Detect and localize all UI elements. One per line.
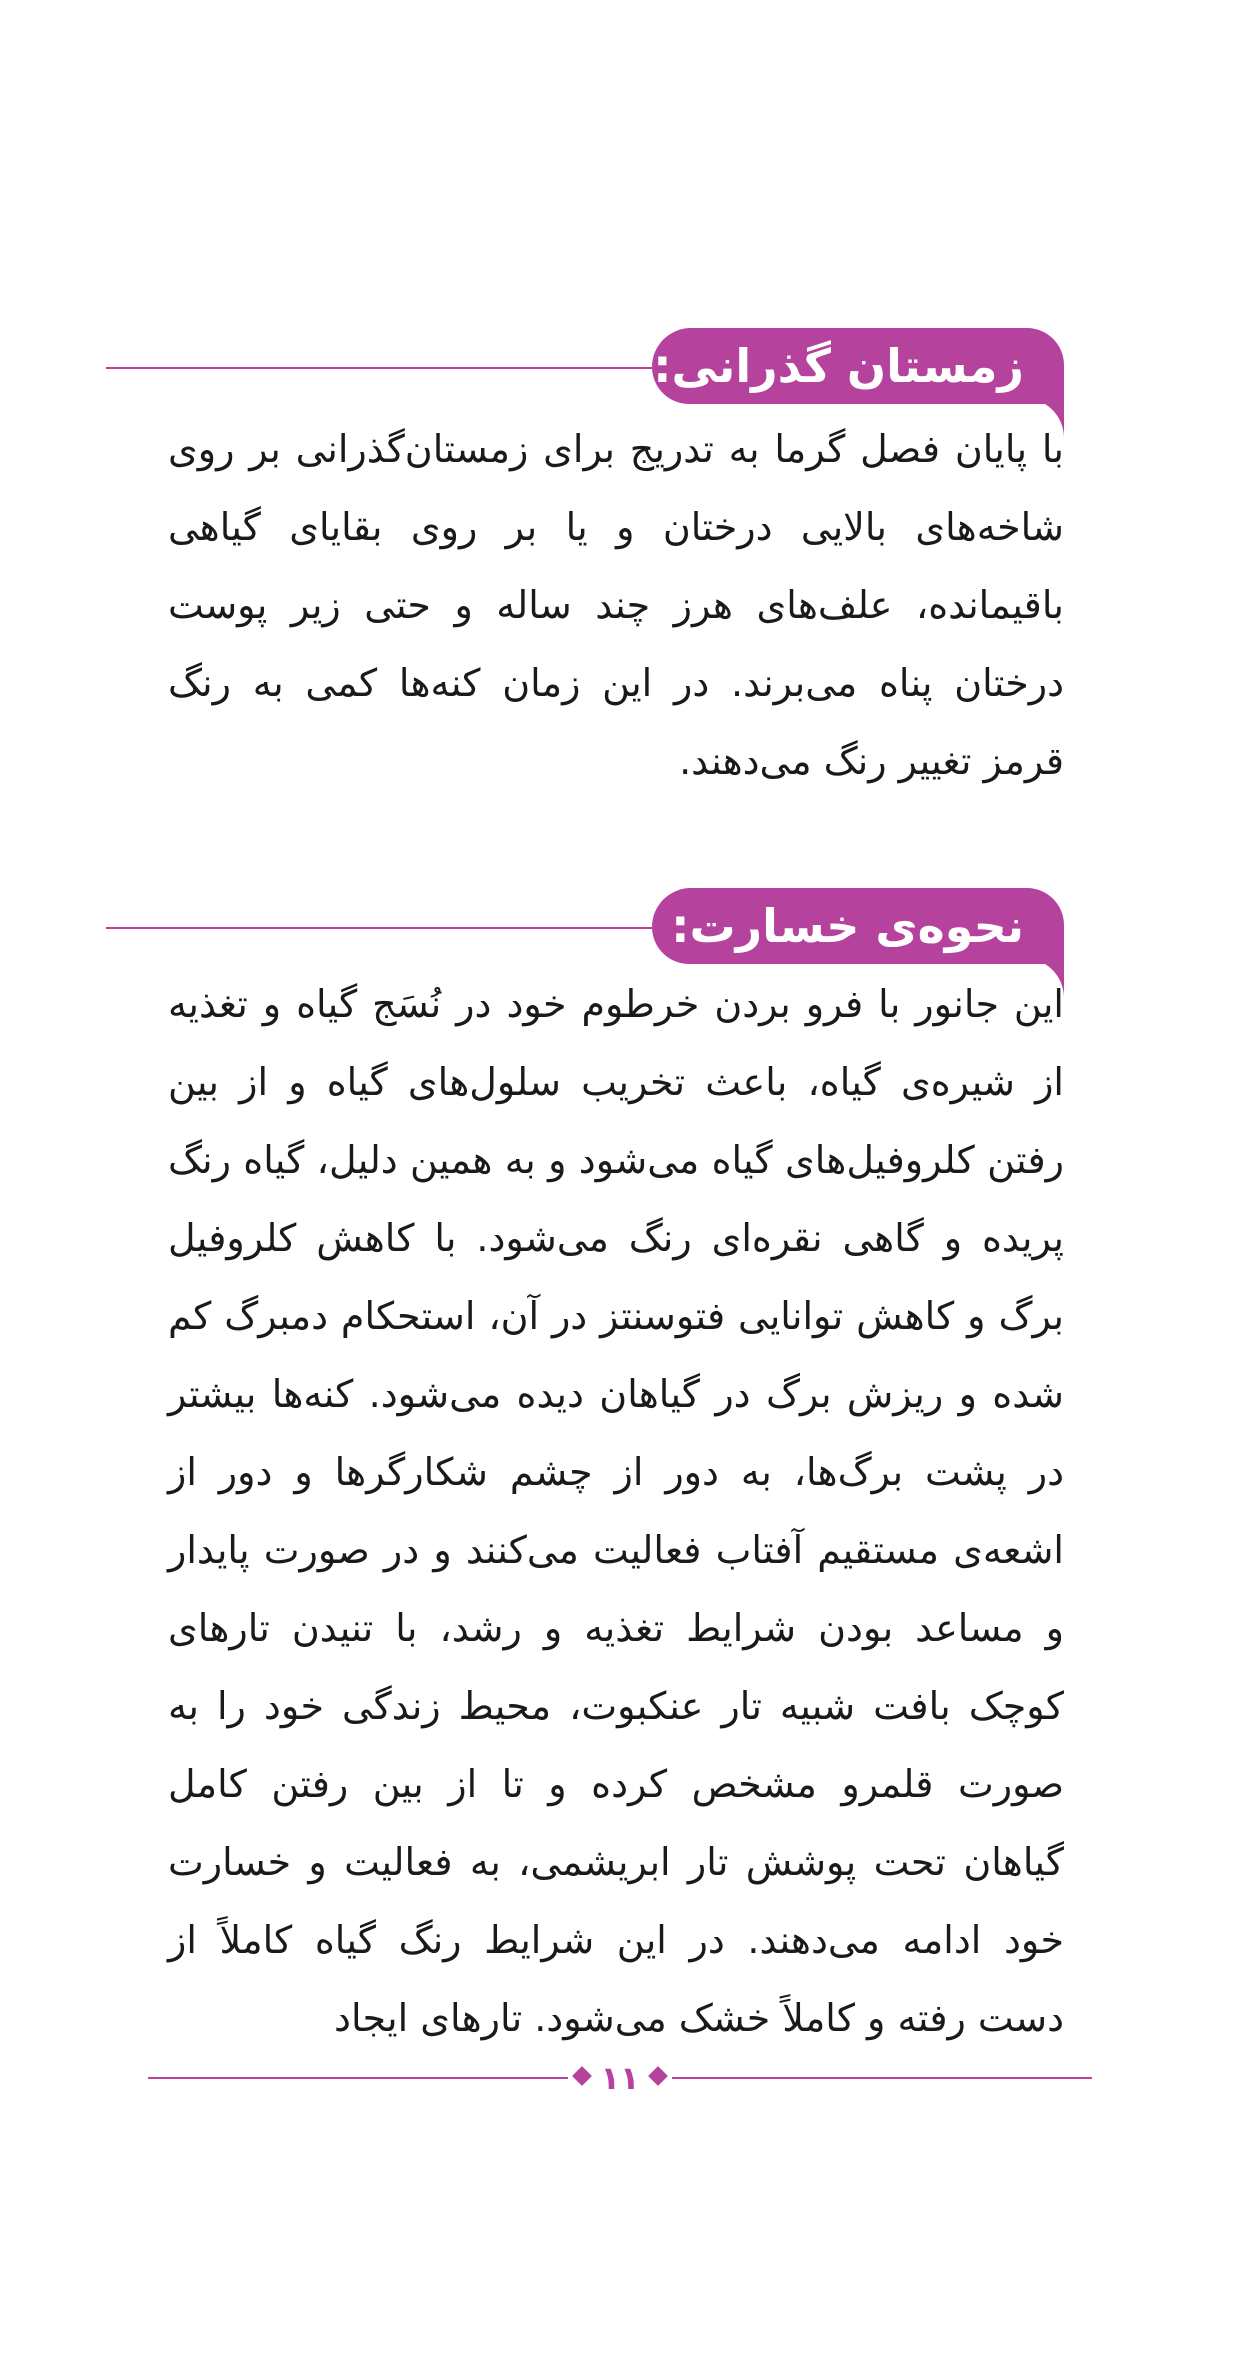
section-title: نحوه‌ی خسارت:	[671, 899, 1024, 953]
footer-rule-right	[672, 2077, 1092, 2079]
heading-pill	[652, 888, 1064, 964]
section-title: زمستان گذرانی:	[653, 339, 1024, 393]
section-heading-damage	[0, 888, 1240, 968]
page-footer	[148, 2058, 1092, 2098]
heading-rule	[106, 367, 666, 369]
diamond-icon	[572, 2066, 592, 2086]
section-heading-overwintering	[0, 328, 1240, 408]
section-body-damage: این جانور با فرو بردن خرطوم خود در نُسَج گیاه و تغذیه از شیره‌ی گیاه، باعث تخریب سلول‌های گیاه و از بین رفتن کلروفیل‌های گیاه می‌شود و به همین دلیل، گیاه رنگ پریده و گاهی نقره‌ای رنگ می‌شود. با کاهش کلروفیل برگ و کاهش توانایی فتوسنتز در آن، استحکام دمبرگ کم شده و ریزش برگ در گیاهان دیده می‌شود. کنه‌ها بیشتر در پشت برگ‌ها، به دور از چشم شکارگرها و دور از اشعه‌ی مستقیم آفتاب فعالیت می‌کنند و در صورت پایدار و مساعد بودن شرایط تغذیه و رشد، با تنیدن تارهای کوچک بافت شبیه تار عنکبوت، محیط زندگی خود را به صورت قلمرو مشخص کرده و تا از بین رفتن کامل گیاهان تحت پوشش تار ابریشمی، به فعالیت و خسارت خود ادامه می‌دهند. در این شرایط رنگ گیاه کاملاً از دست رفته و کاملاً خشک می‌شود. تارهای ایجاد	[168, 982, 1064, 2040]
section-body-overwintering: با پایان فصل گرما به تدریج برای زمستان‌گذرانی بر روی شاخه‌های بالایی درختان و یا بر روی بقایای گیاهی باقیمانده، علف‌های هرز چند ساله و حتی زیر پوست درختان پناه می‌برند. در این زمان کنه‌ها کمی به رنگ قرمز تغییر رنگ می‌دهند.	[168, 427, 1064, 783]
footer-rule-left	[148, 2077, 568, 2079]
diamond-icon	[648, 2066, 668, 2086]
heading-rule	[106, 927, 666, 929]
page-number: ۱۱	[600, 2059, 640, 2097]
heading-pill	[652, 328, 1064, 404]
